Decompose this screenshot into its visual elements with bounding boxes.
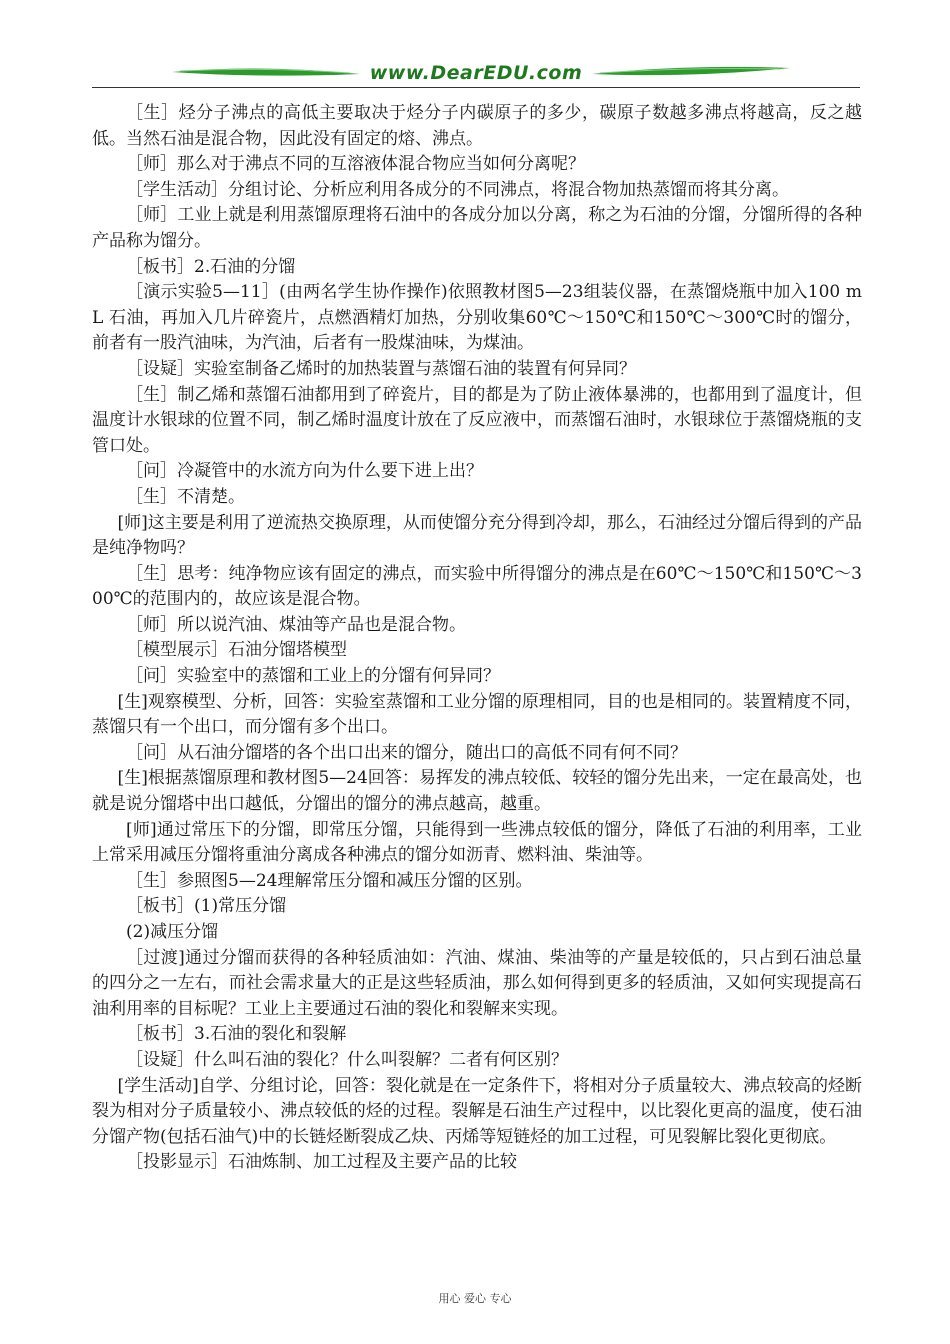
paragraph: [生]观察模型、分析，回答：实验室蒸馏和工业分馏的原理相同，目的也是相同的。装置精度不同，蒸馏只有一个出口，而分馏有多个出口。 <box>92 691 862 738</box>
page-footer: 用心 爱心 专心 <box>438 1292 512 1305</box>
paragraph: ［投影显示］石油炼制、加工过程及主要产品的比较 <box>126 1152 517 1173</box>
paragraph: [师]通过常压下的分馏，即常压分馏，只能得到一些沸点较低的馏分，降低了石油的利用率，工业上常采用减压分馏将重油分离成各种沸点的馏分如沥青、燃料油、柴油等。 <box>92 819 862 866</box>
paragraph: ［生］烃分子沸点的高低主要取决于烃分子内碳原子的多少，碳原子数越多沸点将越高，反之越低。当然石油是混合物，因此没有固定的熔、沸点。 <box>92 103 862 149</box>
site-logo[interactable]: www.DearEDU.com <box>369 62 583 84</box>
paragraph: ［生］制乙烯和蒸馏石油都用到了碎瓷片，目的都是为了防止液体暴沸的，也都用到了温度计，但温度计水银球的位置不同，制乙烯时温度计放在了反应液中，而蒸馏石油时，水银球位于蒸馏烧瓶的支管口处。 <box>92 384 862 456</box>
paragraph: ［问］实验室中的蒸馏和工业上的分馏有何异同？ <box>126 666 500 687</box>
paragraph: ［演示实验5—11］(由两名学生协作操作)依照教材图5—23组装仪器，在蒸馏烧瓶中加入100 mL 石油，再加入几片碎瓷片，点燃酒精灯加热，分别收集60℃～150℃和150℃～300℃时的馏分，前者有一股汽油味，为汽油，后者有一股煤油味，为煤油。 <box>92 282 862 354</box>
paragraph: [师]这主要是利用了逆流热交换原理，从而使馏分充分得到冷却，那么，石油经过分馏后得到的产品是纯净物吗？ <box>92 512 862 559</box>
header-divider <box>92 87 860 88</box>
paragraph: ［模型展示］石油分馏塔模型 <box>126 640 347 661</box>
paragraph: ［师］那么对于沸点不同的互溶液体混合物应当如何分离呢？ <box>126 154 585 175</box>
paragraph: ［生］思考：纯净物应该有固定的沸点，而实验中所得馏分的沸点是在60℃～150℃和150℃～300℃的范围内的，故应该是混合物。 <box>92 563 862 610</box>
page-header <box>0 58 950 92</box>
paragraph: ［问］冷凝管中的水流方向为什么要下进上出？ <box>126 461 483 482</box>
paragraph: (2)减压分馏 <box>126 922 219 942</box>
paragraph: ［学生活动］分组讨论、分析应利用各成分的不同沸点，将混合物加热蒸馏而将其分离。 <box>126 179 789 200</box>
paragraph: ［设疑］实验室制备乙烯时的加热装置与蒸馏石油的装置有何异同？ <box>126 358 636 379</box>
paragraph: ［问］从石油分馏塔的各个出口出来的馏分，随出口的高低不同有何不同？ <box>126 742 687 763</box>
paragraph: ［生］不清楚。 <box>126 486 245 507</box>
document-body <box>92 101 862 1176</box>
paragraph: ［板书］3.石油的裂化和裂解 <box>126 1024 347 1045</box>
paragraph: ［过渡]通过分馏而获得的各种轻质油如：汽油、煤油、柴油等的产量是较低的，只占到石油总量的四分之一左右，而社会需求量大的正是这些轻质油，那么如何得到更多的轻质油，又如何实现提高石油利用率的目标呢？工业上主要通过石油的裂化和裂解来实现。 <box>92 947 862 1019</box>
paragraph: ［板书］(1)常压分馏 <box>126 896 287 917</box>
paragraph: ［师］所以说汽油、煤油等产品也是混合物。 <box>126 614 466 635</box>
paragraph: ［师］工业上就是利用蒸馏原理将石油中的各成分加以分离，称之为石油的分馏，分馏所得的各种产品称为馏分。 <box>92 205 862 251</box>
paragraph: [学生活动]自学、分组讨论，回答：裂化就是在一定条件下，将相对分子质量较大、沸点较高的烃断裂为相对分子质量较小、沸点较低的烃的过程。裂解是石油生产过程中，以比裂化更高的温度，使石油分馏产物(包括石油气)中的长链烃断裂成乙炔、丙烯等短链烃的加工过程，可见裂解比裂化更彻底。 <box>92 1075 862 1147</box>
paragraph: ［设疑］什么叫石油的裂化？什么叫裂解？二者有何区别？ <box>126 1049 568 1070</box>
paragraph: ［板书］2.石油的分馏 <box>126 256 296 277</box>
paragraph: [生]根据蒸馏原理和教材图5—24回答：易挥发的沸点较低、较轻的馏分先出来，一定在最高处，也就是说分馏塔中出口越低，分馏出的馏分的沸点越高，越重。 <box>92 768 862 815</box>
paragraph: ［生］参照图5—24理解常压分馏和减压分馏的区别。 <box>126 870 533 891</box>
